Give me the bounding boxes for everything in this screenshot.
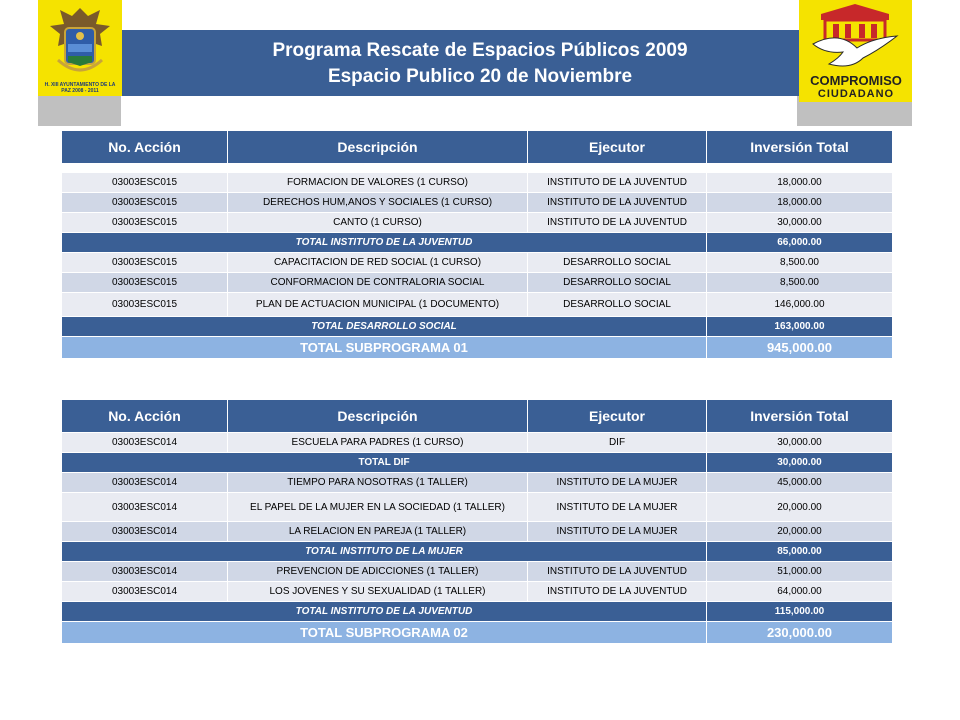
cell-ejecutor: INSTITUTO DE LA MUJER — [528, 522, 707, 542]
table-row — [62, 522, 893, 542]
col-header-inversion: Inversión Total — [707, 400, 893, 433]
cell-descripcion: TIEMPO PARA NOSOTRAS (1 TALLER) — [228, 473, 528, 493]
subprogram-total-value: 945,000.00 — [707, 337, 893, 359]
table-row — [62, 273, 893, 293]
compromiso-text: COMPROMISO — [810, 73, 902, 88]
cell-accion: 03003ESC015 — [62, 273, 228, 293]
group-total-value: 85,000.00 — [707, 542, 893, 562]
cell-ejecutor: DESARROLLO SOCIAL — [528, 273, 707, 293]
page-title — [160, 38, 800, 90]
col-header-accion: No. Acción — [62, 131, 228, 164]
cell-ejecutor: INSTITUTO DE LA JUVENTUD — [528, 582, 707, 602]
table-row — [62, 253, 893, 273]
cell-ejecutor: INSTITUTO DE LA JUVENTUD — [528, 193, 707, 213]
title-line-program: Programa Rescate de Espacios Públicos 2009 — [272, 40, 688, 61]
cell-accion: 03003ESC014 — [62, 582, 228, 602]
cell-accion: 03003ESC015 — [62, 253, 228, 273]
table-row — [62, 582, 893, 602]
cell-ejecutor: DESARROLLO SOCIAL — [528, 293, 707, 317]
group-total-label: TOTAL DESARROLLO SOCIAL — [62, 317, 707, 337]
group-total-label: TOTAL INSTITUTO DE LA MUJER — [62, 542, 707, 562]
cell-inversion: 20,000.00 — [707, 522, 893, 542]
cell-accion: 03003ESC015 — [62, 173, 228, 193]
cell-ejecutor: INSTITUTO DE LA MUJER — [528, 493, 707, 522]
cell-ejecutor: INSTITUTO DE LA MUJER — [528, 473, 707, 493]
group-total-row — [62, 542, 893, 562]
cell-accion: 03003ESC014 — [62, 522, 228, 542]
cell-inversion: 8,500.00 — [707, 253, 893, 273]
group-total-label: TOTAL DIF — [62, 453, 707, 473]
col-header-inversion: Inversión Total — [707, 131, 893, 164]
cell-descripcion: FORMACION DE VALORES (1 CURSO) — [228, 173, 528, 193]
cell-inversion: 51,000.00 — [707, 562, 893, 582]
table-row — [62, 562, 893, 582]
cell-ejecutor: INSTITUTO DE LA JUVENTUD — [528, 213, 707, 233]
cell-inversion: 18,000.00 — [707, 193, 893, 213]
table-subprograma-01 — [61, 130, 893, 359]
cell-accion: 03003ESC014 — [62, 493, 228, 522]
table-header-row — [62, 131, 893, 164]
col-header-ejecutor: Ejecutor — [528, 400, 707, 433]
cell-ejecutor: INSTITUTO DE LA JUVENTUD — [528, 562, 707, 582]
table-row — [62, 493, 893, 522]
group-total-label: TOTAL INSTITUTO DE LA JUVENTUD — [62, 602, 707, 622]
subprogram-total-row — [62, 622, 893, 644]
cell-accion: 03003ESC014 — [62, 473, 228, 493]
subprogram-total-label: TOTAL SUBPROGRAMA 01 — [62, 337, 707, 359]
cell-inversion: 64,000.00 — [707, 582, 893, 602]
table-row — [62, 293, 893, 317]
cell-accion: 03003ESC015 — [62, 293, 228, 317]
cell-inversion: 20,000.00 — [707, 493, 893, 522]
cell-descripcion: PREVENCION DE ADICCIONES (1 TALLER) — [228, 562, 528, 582]
group-total-value: 163,000.00 — [707, 317, 893, 337]
cell-inversion: 8,500.00 — [707, 273, 893, 293]
cell-descripcion: CONFORMACION DE CONTRALORIA SOCIAL — [228, 273, 528, 293]
cell-descripcion: LOS JOVENES Y SU SEXUALIDAD (1 TALLER) — [228, 582, 528, 602]
col-header-ejecutor: Ejecutor — [528, 131, 707, 164]
group-total-row — [62, 317, 893, 337]
cell-accion: 03003ESC015 — [62, 213, 228, 233]
table-spacer — [62, 164, 893, 173]
cell-descripcion: EL PAPEL DE LA MUJER EN LA SOCIEDAD (1 TALLER) — [228, 493, 528, 522]
ayuntamiento-caption: H. XIII AYUNTAMIENTO DE LA PAZ 2008 - 2011 — [44, 82, 116, 94]
cell-descripcion: CANTO (1 CURSO) — [228, 213, 528, 233]
subprogram-total-row — [62, 337, 893, 359]
group-total-value: 115,000.00 — [707, 602, 893, 622]
group-total-label: TOTAL INSTITUTO DE LA JUVENTUD — [62, 233, 707, 253]
cell-inversion: 146,000.00 — [707, 293, 893, 317]
group-total-value: 66,000.00 — [707, 233, 893, 253]
cell-descripcion: LA RELACION EN PAREJA (1 TALLER) — [228, 522, 528, 542]
col-header-descripcion: Descripción — [228, 131, 528, 164]
group-total-value: 30,000.00 — [707, 453, 893, 473]
table-row — [62, 193, 893, 213]
subprogram-total-value: 230,000.00 — [707, 622, 893, 644]
cell-descripcion: ESCUELA PARA PADRES (1 CURSO) — [228, 433, 528, 453]
col-header-accion: No. Acción — [62, 400, 228, 433]
header-white-band — [121, 96, 797, 126]
group-total-row — [62, 602, 893, 622]
ciudadano-text: CIUDADANO — [817, 88, 895, 100]
group-total-row — [62, 233, 893, 253]
cell-descripcion: PLAN DE ACTUACION MUNICIPAL (1 DOCUMENTO) — [228, 293, 528, 317]
cell-accion: 03003ESC014 — [62, 433, 228, 453]
cell-inversion: 30,000.00 — [707, 433, 893, 453]
table-row — [62, 173, 893, 193]
subprogram-total-label: TOTAL SUBPROGRAMA 02 — [62, 622, 707, 644]
cell-descripcion: DERECHOS HUM,ANOS Y SOCIALES (1 CURSO) — [228, 193, 528, 213]
cell-inversion: 30,000.00 — [707, 213, 893, 233]
cell-inversion: 18,000.00 — [707, 173, 893, 193]
title-line-space: Espacio Publico 20 de Noviembre — [327, 66, 633, 87]
group-total-row — [62, 453, 893, 473]
cell-ejecutor: INSTITUTO DE LA JUVENTUD — [528, 173, 707, 193]
table-row — [62, 473, 893, 493]
col-header-descripcion: Descripción — [228, 400, 528, 433]
cell-accion: 03003ESC014 — [62, 562, 228, 582]
table-header-row — [62, 400, 893, 433]
table-row — [62, 433, 893, 453]
cell-ejecutor: DESARROLLO SOCIAL — [528, 253, 707, 273]
table-row — [62, 213, 893, 233]
cell-descripcion: CAPACITACION DE RED SOCIAL (1 CURSO) — [228, 253, 528, 273]
table-subprograma-02 — [61, 399, 893, 644]
cell-accion: 03003ESC015 — [62, 193, 228, 213]
cell-inversion: 45,000.00 — [707, 473, 893, 493]
cell-ejecutor: DIF — [528, 433, 707, 453]
